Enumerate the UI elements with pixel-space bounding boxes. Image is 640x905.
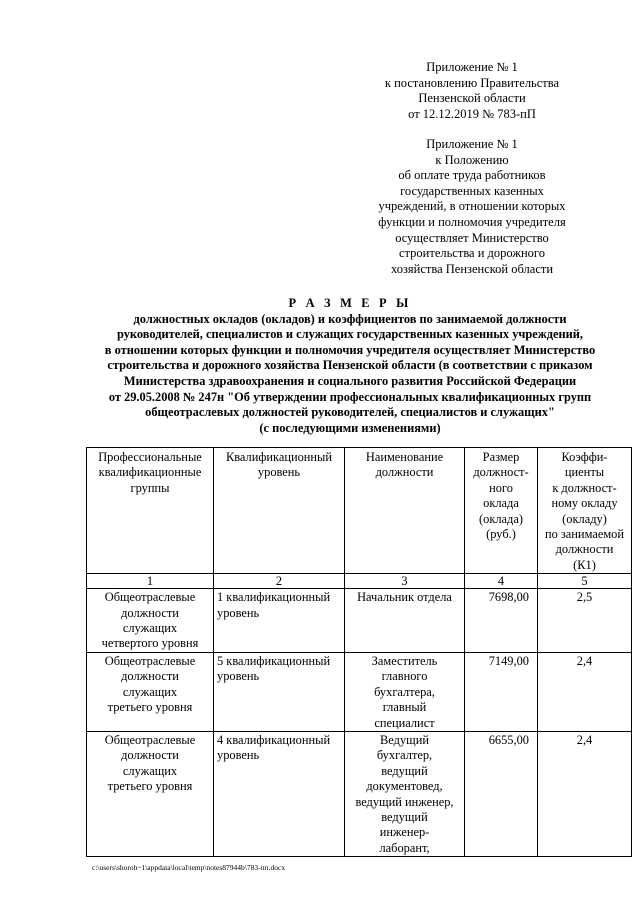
column-number: 3: [345, 574, 465, 589]
column-number: 4: [465, 574, 538, 589]
level-cell-line: 1 квалификационный: [217, 590, 331, 605]
group-cell: [87, 589, 214, 653]
header-coefficient-line: должности: [555, 542, 614, 557]
coefficient-cell: 2,4: [538, 652, 632, 731]
group-cell: [87, 731, 214, 856]
level-cell: [214, 731, 345, 856]
position-cell-line: Заместитель: [371, 653, 438, 668]
header-coefficient-line: (К1): [573, 557, 596, 572]
position-cell-line: бухгалтера,: [374, 684, 435, 699]
group-cell-line: служащих: [122, 763, 178, 778]
header-coefficient-line: Коэффи-: [561, 450, 608, 464]
header-position-line: Наименование: [365, 450, 444, 464]
level-cell: [214, 589, 345, 653]
header-salary-line: (руб.): [486, 527, 516, 542]
header-group-line: Профессиональные: [98, 450, 202, 464]
group-cell-line: Общеотраслевые: [104, 732, 196, 747]
appendix-line: хозяйства Пензенской области: [390, 261, 554, 276]
position-cell-line: документовед,: [366, 779, 443, 794]
title-line: от 29.05.2008 № 247н "Об утверждении профессиональных квалификационных групп: [108, 389, 592, 404]
title-line: в отношении которых функции и полномочия учредителя осуществляет Министерство: [104, 342, 596, 357]
salary-cell: 6655,00: [465, 731, 538, 856]
appendix-note-resolution: [340, 60, 604, 122]
column-number: 2: [214, 574, 345, 589]
position-cell-line: ведущий: [381, 763, 428, 778]
header-position-line: должности: [375, 465, 434, 480]
header-salary-line: должност-: [473, 465, 529, 480]
header-salary-line: (оклада): [479, 511, 523, 526]
position-cell-line: ведущий инженер,: [355, 794, 454, 809]
appendix-line: об оплате труда работников: [398, 168, 546, 183]
group-cell-line: должности: [121, 669, 179, 684]
header-level-line: Квалификационный: [225, 450, 333, 464]
title-line: Министерства здравоохранения и социального развития Российской Федерации: [123, 373, 577, 388]
header-group-line: группы: [130, 480, 170, 495]
position-cell-line: Начальник отдела: [357, 590, 452, 605]
document-title: [60, 296, 640, 436]
header-position: [345, 448, 465, 574]
column-number: 1: [87, 574, 214, 589]
appendix-line: Пензенской области: [418, 91, 526, 106]
title-line: строительства и дорожного хозяйства Пензенской области (в соответствии с приказом: [107, 358, 593, 373]
position-cell-line: главного: [381, 669, 428, 684]
appendix-note-regulation: [340, 137, 604, 277]
group-cell-line: Общеотраслевые: [104, 590, 196, 605]
title-line: общеотраслевых должностей руководителей, специалистов и служащих": [145, 405, 555, 420]
header-level: [214, 448, 345, 574]
position-cell: [345, 731, 465, 856]
appendix-line: к постановлению Правительства: [384, 75, 560, 90]
group-cell-line: третьего уровня: [107, 700, 193, 715]
appendix-line: функции и полномочия учредителя: [378, 214, 566, 229]
group-cell-line: Общеотраслевые: [104, 653, 196, 668]
appendix-line: государственных казенных: [400, 183, 544, 198]
level-cell-line: 5 квалификационный: [217, 653, 331, 668]
header-salary: [465, 448, 538, 574]
position-cell: [345, 652, 465, 731]
title-line: должностных окладов (окладов) и коэффициентов по занимаемой должности: [133, 311, 567, 326]
header-coefficient-line: циенты: [564, 465, 605, 480]
position-cell-line: специалист: [374, 715, 435, 730]
group-cell-line: служащих: [122, 621, 178, 636]
header-group: [87, 448, 214, 574]
header-coefficient-line: по занимаемой: [544, 527, 624, 542]
title-subheading: [60, 312, 640, 437]
header-salary-line: ного: [489, 480, 513, 495]
level-cell-line: 4 квалификационный: [217, 732, 331, 747]
position-cell: [345, 589, 465, 653]
header-coefficient-line: ному окладу: [551, 496, 618, 511]
appendix-line: учреждений, в отношении которых: [378, 199, 566, 214]
position-cell-line: Ведущий: [380, 732, 429, 747]
appendix-line: от 12.12.2019 № 783-пП: [408, 106, 536, 121]
title-heading: Р А З М Е Р Ы: [288, 296, 412, 310]
group-cell-line: должности: [121, 748, 179, 763]
position-cell-line: ведущий: [381, 809, 428, 824]
appendix-line: Приложение № 1: [426, 60, 518, 74]
group-cell-line: третьего уровня: [107, 779, 193, 794]
position-cell-line: инженер-: [379, 825, 430, 840]
header-coefficient-line: к должност-: [552, 480, 617, 495]
table-row: [87, 589, 632, 653]
level-cell-line: уровень: [217, 605, 260, 620]
level-cell-line: уровень: [217, 748, 260, 763]
coefficient-cell: 2,4: [538, 731, 632, 856]
table-row: [87, 731, 632, 856]
appendix-line: Приложение № 1: [426, 137, 518, 151]
header-salary-line: оклада: [483, 496, 519, 511]
position-cell-line: главный: [382, 700, 427, 715]
column-number-row: [87, 574, 632, 589]
group-cell-line: служащих: [122, 684, 178, 699]
level-cell: [214, 652, 345, 731]
header-level-line: уровень: [257, 465, 301, 480]
salary-table: [86, 447, 632, 857]
salary-cell: 7149,00: [465, 652, 538, 731]
position-cell-line: лаборант,: [379, 840, 430, 855]
group-cell-line: должности: [121, 605, 179, 620]
salary-cell: 7698,00: [465, 589, 538, 653]
appendix-line: осуществляет Министерство: [395, 230, 549, 245]
file-path-footer: c:\users\shoroh~1\appdata\local\temp\notes87944b\783-пп.docx: [92, 863, 286, 872]
appendix-line: к Положению: [435, 152, 509, 167]
position-cell-line: бухгалтер,: [376, 748, 433, 763]
header-coefficient: [538, 448, 632, 574]
header-coefficient-line: (окладу): [562, 511, 607, 526]
column-number: 5: [538, 574, 632, 589]
coefficient-cell: 2,5: [538, 589, 632, 653]
group-cell-line: четвертого уровня: [101, 636, 199, 651]
header-salary-line: Размер: [482, 450, 520, 464]
group-cell: [87, 652, 214, 731]
title-line: (с последующими изменениями): [259, 420, 441, 435]
table-row: [87, 652, 632, 731]
title-line: руководителей, специалистов и служащих государственных казенных учреждений,: [116, 327, 584, 342]
appendix-line: строительства и дорожного: [399, 246, 545, 261]
header-group-line: квалификационные: [98, 465, 202, 480]
level-cell-line: уровень: [217, 669, 260, 684]
table-header-row: [87, 448, 632, 574]
